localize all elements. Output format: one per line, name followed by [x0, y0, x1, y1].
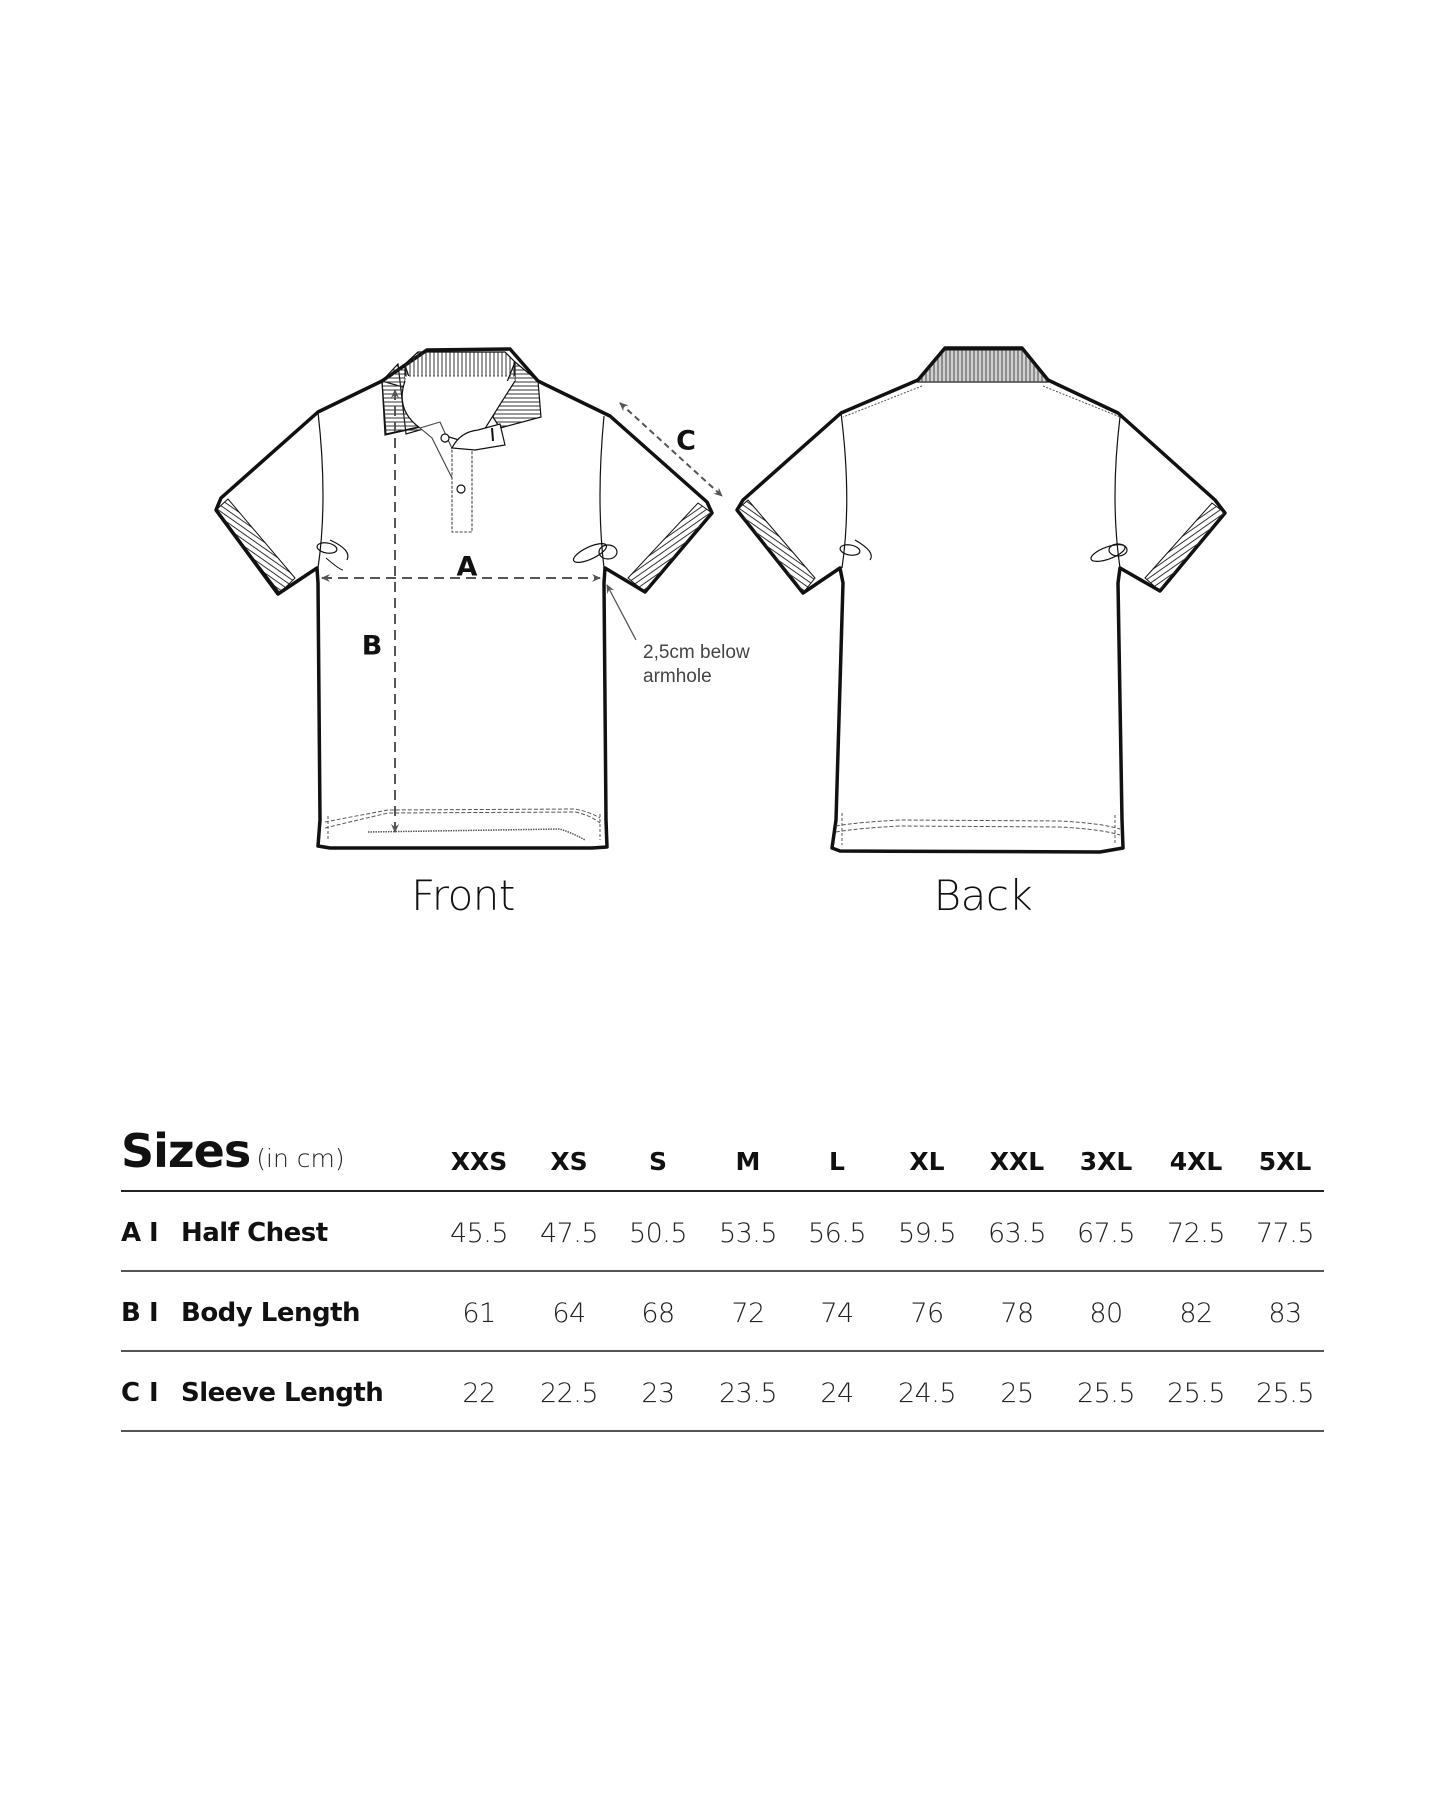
armhole-annotation: [643, 641, 750, 689]
table-cell: 22: [462, 1378, 496, 1409]
table-cell: 23.5: [718, 1378, 778, 1409]
table-cell: 25: [1000, 1378, 1034, 1409]
row-separator: I: [149, 1218, 159, 1248]
size-header-xl: XL: [909, 1147, 945, 1176]
front-shirt-drawing: [216, 349, 712, 848]
row-label: [121, 1378, 383, 1408]
table-cell: 25.5: [1255, 1378, 1315, 1409]
table-cell: 63.5: [987, 1218, 1047, 1249]
table-cell: 50.5: [628, 1218, 688, 1249]
table-cell: 83: [1268, 1298, 1302, 1329]
table-cell: 72.5: [1166, 1218, 1226, 1249]
table-cell: 61: [462, 1298, 496, 1329]
table-cell: 25.5: [1166, 1378, 1226, 1409]
size-header-4xl: 4XL: [1169, 1147, 1223, 1176]
table-cell: 76: [910, 1298, 944, 1329]
table-cell: 72: [731, 1298, 765, 1329]
table-header-row: [121, 1124, 1324, 1192]
size-chart-table: [121, 1124, 1324, 1432]
table-cell: 67.5: [1076, 1218, 1136, 1249]
row-key: C: [121, 1378, 140, 1408]
table-cell: 82: [1179, 1298, 1213, 1329]
table-cell: 22.5: [539, 1378, 599, 1409]
size-header-m: M: [735, 1147, 761, 1176]
dimension-label-a: A: [456, 551, 478, 583]
annotation-line-2: armhole: [643, 666, 712, 687]
table-cell: 47.5: [539, 1218, 599, 1249]
table-cell: 64: [552, 1298, 586, 1329]
row-separator: I: [149, 1298, 159, 1328]
row-label: [121, 1218, 328, 1248]
table-cell: 23: [641, 1378, 675, 1409]
unit-text: (in cm): [256, 1144, 345, 1173]
table-cell: 56.5: [807, 1218, 867, 1249]
size-header-3xl: 3XL: [1079, 1147, 1133, 1176]
table-cell: 59.5: [897, 1218, 957, 1249]
back-shirt-drawing: [737, 348, 1225, 852]
annotation-line-1: 2,5cm below: [643, 642, 750, 663]
size-header-5xl: 5XL: [1258, 1147, 1312, 1176]
table-cell: 24: [820, 1378, 854, 1409]
row-title: Sleeve Length: [181, 1378, 384, 1408]
table-cell: 77.5: [1255, 1218, 1315, 1249]
size-header-xs: XS: [550, 1147, 588, 1176]
title-text: Sizes: [121, 1124, 251, 1178]
table-row-body-length: [121, 1272, 1324, 1352]
table-cell: 68: [641, 1298, 675, 1329]
row-separator: I: [149, 1378, 159, 1408]
back-view-label: Back: [933, 871, 1033, 920]
table-cell: 25.5: [1076, 1378, 1136, 1409]
row-label: [121, 1298, 360, 1328]
size-header-xxs: XXS: [450, 1147, 508, 1176]
row-key: A: [121, 1218, 141, 1248]
table-cell: 80: [1089, 1298, 1123, 1329]
table-cell: 24.5: [897, 1378, 957, 1409]
row-title: Body Length: [181, 1298, 361, 1328]
front-view-label: Front: [411, 871, 515, 920]
table-row-half-chest: [121, 1192, 1324, 1272]
row-title: Half Chest: [181, 1218, 328, 1248]
size-header-xxl: XXL: [989, 1147, 1045, 1176]
table-cell: 53.5: [718, 1218, 778, 1249]
table-cell: 45.5: [449, 1218, 509, 1249]
size-header-l: L: [829, 1147, 845, 1176]
table-row-sleeve-length: [121, 1352, 1324, 1432]
dimension-label-b: B: [361, 630, 383, 662]
size-header-s: S: [648, 1147, 667, 1176]
dimension-label-c: C: [676, 425, 696, 457]
table-title: [121, 1124, 345, 1178]
row-key: B: [121, 1298, 141, 1328]
table-cell: 74: [820, 1298, 854, 1329]
table-cell: 78: [1000, 1298, 1034, 1329]
